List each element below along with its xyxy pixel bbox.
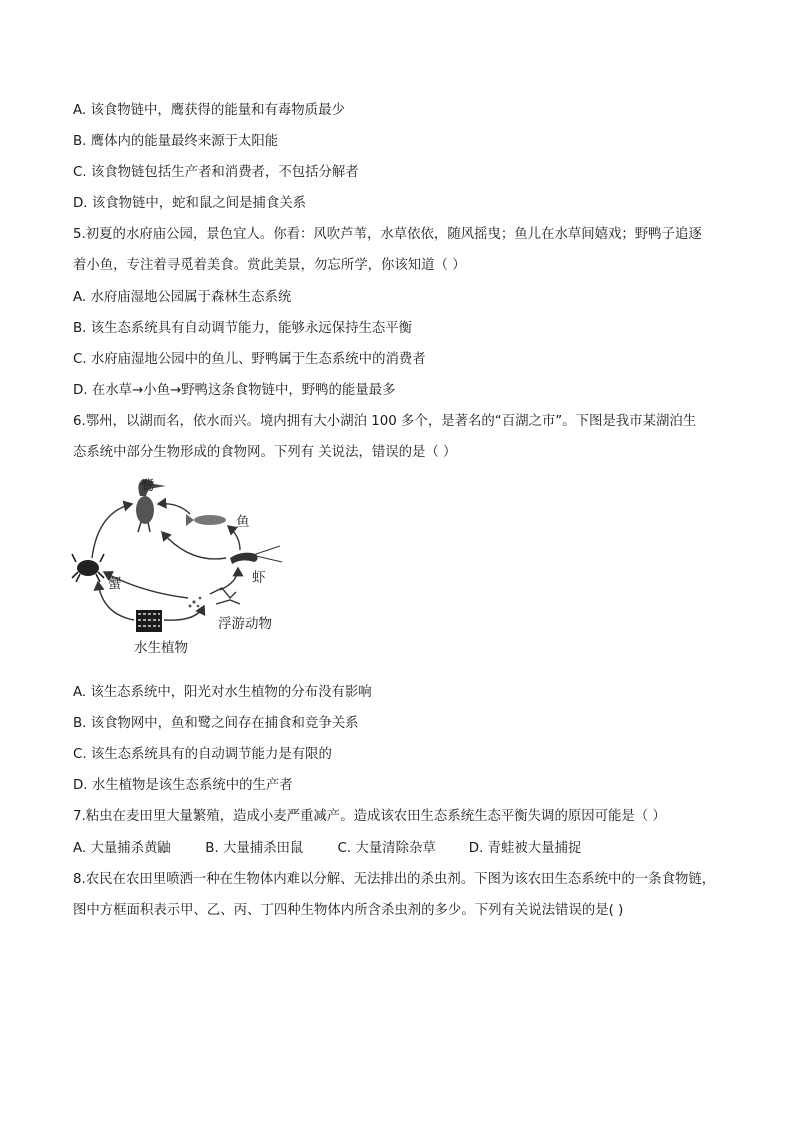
food-web-diagram bbox=[70, 474, 290, 664]
q5-stem-line2: 着小鱼，专注着寻觅着美食。赏此美景，勿忘所学，你该知道（ ） bbox=[73, 258, 466, 273]
q7-option-d: D. 青蛙被大量捕捉 bbox=[468, 841, 582, 856]
fish-icon bbox=[186, 514, 226, 526]
q7-option-a: A. 大量捕杀黄鼬 bbox=[73, 841, 171, 856]
label-aquatic-plant: 水生植物 bbox=[134, 640, 188, 656]
q7-option-c: C. 大量清除杂草 bbox=[337, 841, 436, 856]
q5-option-d: D. 在水草→小鱼→野鸭这条食物链中，野鸭的能量最多 bbox=[73, 383, 396, 398]
q7-options bbox=[73, 840, 581, 858]
q8-stem-line2: 图中方框面积表示甲、乙、丙、丁四种生物体内所含杀虫剂的多少。下列有关说法错误的是( ) bbox=[73, 903, 624, 918]
q5-option-a: A. 水府庙湿地公园属于森林生态系统 bbox=[73, 290, 292, 305]
q4-option-b: B. 鹰体内的能量最终来源于太阳能 bbox=[73, 134, 279, 149]
arrow-crab-to-heron bbox=[92, 504, 132, 558]
q6-option-d: D. 水生植物是该生态系统中的生产者 bbox=[73, 778, 293, 793]
q4-option-a: A. 该食物链中，鹰获得的能量和有毒物质最少 bbox=[73, 103, 345, 118]
zooplankton-icon bbox=[189, 588, 241, 608]
shrimp-icon bbox=[230, 546, 282, 564]
q8-stem-line1: 8.农民在农田里喷洒一种在生物体内难以分解、无法排出的杀虫剂。下图为该农田生态系统中的一条食物链， bbox=[73, 872, 716, 887]
arrow-zooplankton-to-shrimp bbox=[220, 568, 238, 590]
label-crab: 蟹 bbox=[108, 576, 122, 592]
q7-stem: 7.粘虫在麦田里大量繁殖，造成小麦严重减产。造成该农田生态系统生态平衡失调的原因可能是（ ） bbox=[73, 809, 666, 824]
arrow-fish-to-heron bbox=[158, 504, 190, 514]
q6-option-a: A. 该生态系统中，阳光对水生植物的分布没有影响 bbox=[73, 685, 372, 700]
arrow-shrimp-to-heron bbox=[162, 532, 226, 559]
label-fish: 鱼 bbox=[236, 514, 250, 530]
q5-stem-line1: 5.初夏的水府庙公园，景色宜人。你看：风吹芦苇，水草依依，随风摇曳；鱼儿在水草间嬉戏；野鸭子追逐 bbox=[73, 227, 702, 242]
q6-stem-line2: 态系统中部分生物形成的食物网。下列有 关说法，错误的是（ ） bbox=[73, 445, 457, 460]
q6-option-c: C. 该生态系统具有的自动调节能力是有限的 bbox=[73, 747, 332, 762]
q6-option-b: B. 该食物网中，鱼和鹭之间存在捕食和竞争关系 bbox=[73, 716, 359, 731]
label-heron: 鹭 bbox=[141, 478, 155, 494]
aquatic-plant-icon bbox=[136, 610, 162, 632]
crab-icon bbox=[72, 554, 104, 582]
q5-option-b: B. 该生态系统具有自动调节能力，能够永远保持生态平衡 bbox=[73, 321, 413, 336]
q4-option-d: D. 该食物链中，蛇和鼠之间是捕食关系 bbox=[73, 196, 307, 211]
q7-option-b: B. 大量捕杀田鼠 bbox=[205, 841, 304, 856]
label-shrimp: 虾 bbox=[252, 570, 266, 586]
q5-option-c: C. 水府庙湿地公园中的鱼儿、野鸭属于生态系统中的消费者 bbox=[73, 352, 426, 367]
label-zooplankton: 浮游动物 bbox=[218, 616, 272, 632]
food-web-svg bbox=[70, 474, 290, 664]
q6-stem-line1: 6.鄂州，以湖而名，依水而兴。境内拥有大小湖泊 100 多个，是著名的“百湖之市”。下图是我市某湖泊生 bbox=[73, 414, 697, 429]
q4-option-c: C. 该食物链包括生产者和消费者，不包括分解者 bbox=[73, 165, 359, 180]
arrow-plant-to-zooplankton bbox=[164, 606, 204, 620]
